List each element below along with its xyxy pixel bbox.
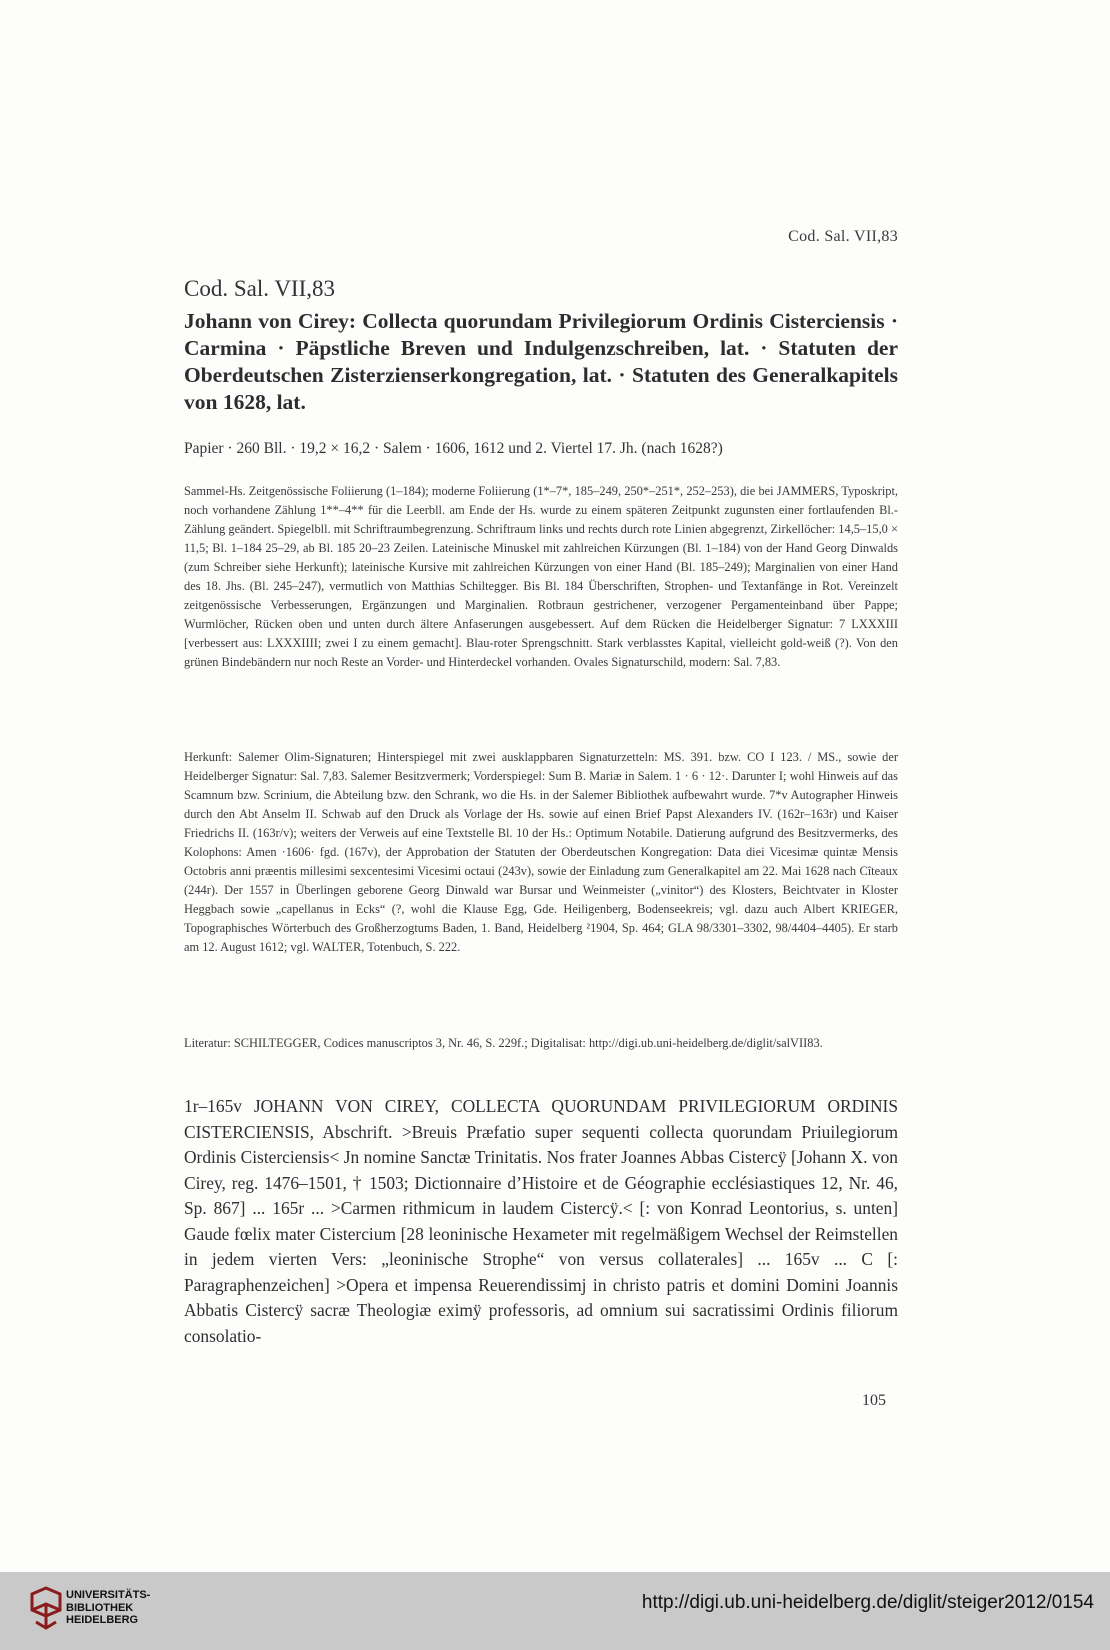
library-name-line3: HEIDELBERG: [66, 1614, 139, 1626]
codicological-description: Sammel-Hs. Zeitgenössische Foliierung (1–184); moderne Foliierung (1*–7*, 185–249, 250*–251*, 252–253), die bei JAMMERS, Typoskript, noch vorhandene Zählung 1**–4** für die Leerbll. am Ende der Hs. wurde zu einem späteren Zeitpunkt zugunsten einer fortlaufenden Bl.-Zählung geändert. Spiegelbll. mit Schriftraumbegrenzung. Schriftraum links und rechts durch rote Linien abgegrenzt, Zirkellöcher: 14,5–15,0 × 11,5; Bl. 1–184 25–29, ab Bl. 185 20–23 Zeilen. Lateinische Minuskel mit zahlreichen Kürzungen (Bl. 1–184) von der Hand Georg Dinwalds (zum Schreiber siehe Herkunft); lateinische Kursive mit zahlreichen Kürzungen von einer Hand (Bl. 185–249); Marginalien von einer Hand des 18. Jhs. (Bl. 245–247), vermutlich von Matthias Schiltegger. Bis Bl. 184 Überschriften, Strophen- und Textanfänge in Rot. Vereinzelt zeitgenössische Verbesserungen, Ergänzungen und Marginalien. Rotbraun gestrichener, verzogener Pergamenteinband über Pappe; Wurmlöcher, Rücken oben und unten durch ältere Anfaserungen ausgebessert. Auf dem Rücken die Heidelberger Signatur: 7 LXXXIII [verbessert aus: LXXXIIII; zwei I zu einem gemacht]. Blau-roter Sprengschnitt. Stark verblasstes Kapital, vielleicht gold-weiß (?). Von den grünen Bindebändern nur noch Reste an Vorder- und Hinterdeckel vorhanden. Ovales Signaturschild, modern: Sal. 7,83.: [184, 484, 898, 669]
codex-signature: Cod. Sal. VII,83: [184, 276, 335, 301]
page-number: 105: [862, 1392, 886, 1409]
content-entry: 1r–165v JOHANN VON CIREY, COLLECTA QUORUNDAM PRIVILEGIORUM ORDINIS CISTERCIENSIS, Abschrift. >Breuis Præfatio super sequenti collecta quorundam Priuilegiorum Ordinis Cisterciensis< Jn nomine Sanctæ Trinitatis. Nos frater Joannes Abbas Cistercÿ [Johann X. von Cirey, reg. 1476–1501, † 1503; Dictionnaire d’Histoire et de Géographie ecclésiastiques 12, Nr. 46, Sp. 867] ... 165r ... >Carmen rithmicum in laudem Cistercÿ.< [: von Konrad Leontorius, s. unten] Gaude fœlix mater Cistercium [28 leoninische Hexameter mit regelmäßigem Wechsel der Reimstellen in jedem vierten Vers: „leoninische Strophe“ von versus collaterales] ... 165v ... C [: Paragraphenzeichen] >Opera et impensa Reuerendissimj in christo patris et domini Domini Joannis Abbatis Cistercÿ sacræ Theologiæ eximÿ professoris, ad omnium sui sacratissimi Ordinis filiorum consolatio-: [184, 1096, 898, 1346]
library-logo-icon: [26, 1584, 66, 1632]
library-name-line1: UNIVERSITÄTS-: [66, 1589, 151, 1601]
literature-paragraph: Literatur: SCHILTEGGER, Codices manuscriptos 3, Nr. 46, S. 229f.; Digitalisat: http://digi.ub.uni-heidelberg.de/diglit/salVII83.: [184, 1036, 823, 1050]
provenance-paragraph: Herkunft: Salemer Olim-Signaturen; Hinterspiegel mit zwei ausklappbaren Signaturzetteln: MS. 391. bzw. CO I 123. / MS., sowie der Heidelberger Signatur: Sal. 7,83. Salemer Besitzvermerk; Vorderspiegel: Sum B. Mariæ in Salem. 1 · 6 · 12·. Darunter I; wohl Hinweis auf das Scamnum bzw. Scrinium, die Abteilung bzw. den Schrank, wo die Hs. in der Salemer Bibliothek aufbewahrt wurde. 7*v Autographer Hinweis durch den Abt Anselm II. Schwab auf den Druck als Vorlage der Hs. sowie auf einen Brief Papst Alexanders IV. (162r–163r) und Kaiser Friedrichs II. (163r/v); weiters der Verweis auf eine Textstelle Bl. 10 der Hs.: Optimum Notabile. Datierung aufgrund des Besitzvermerks, des Kolophons: Amen ·1606· fgd. (167v), der Approbation der Statuten der Oberdeutschen Kongregation: Data diei Vicesimæ quintæ Mensis Octobris anni præentis millesimi sexcentesimi Vicesimi octaui (243v), sowie der Einladung zum Generalkapitel am 22. Mai 1628 nach Cîteaux (244r). Der 1557 in Überlingen geborene Georg Dinwald war Bursar und Weinmeister („vinitor“) des Klosters, Beichtvater in Kloster Heggbach sowie „capellanus in Ecks“ (?, wohl die Klause Egg, Gde. Heiligenberg, Bodenseekreis; vgl. dazu auch Albert KRIEGER, Topographisches Wörterbuch des Großherzogtums Baden, 1. Band, Heidelberg ²1904, Sp. 464; GLA 98/3301–3302, 98/4404–4405). Er starb am 12. August 1612; vgl. WALTER, Totenbuch, S. 222.: [184, 750, 898, 954]
permalink-url[interactable]: http://digi.ub.uni-heidelberg.de/diglit/steiger2012/0154: [641, 1592, 1094, 1613]
main-title: Johann von Cirey: Collecta quorundam Privilegiorum Ordinis Cisterciensis · Carmina · Päpstliche Breven und Indulgenzschreiben, lat. · Statuten der Oberdeutschen Zisterzienserkongregation, lat. · Statuten des Generalkapitels von 1628, lat.: [184, 309, 898, 414]
running-head: Cod. Sal. VII,83: [788, 228, 898, 245]
physical-description: Papier · 260 Bll. · 19,2 × 16,2 · Salem · 1606, 1612 und 2. Viertel 17. Jh. (nach 1628?): [184, 440, 723, 457]
library-name: [66, 1589, 150, 1627]
library-name-line2: BIBLIOTHEK: [66, 1601, 134, 1614]
viewer-footer: [0, 1572, 1110, 1650]
